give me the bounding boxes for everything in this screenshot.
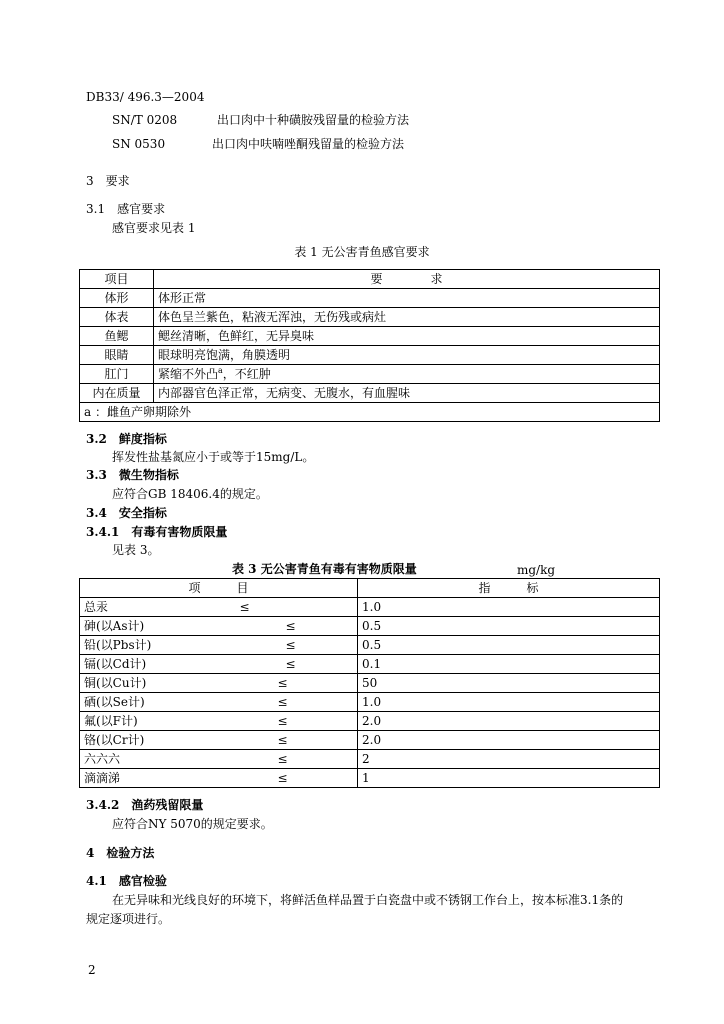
table-cell-item: 肛门 bbox=[80, 365, 154, 384]
table-cell-value: 1.0 bbox=[358, 598, 660, 617]
table-row bbox=[80, 598, 660, 617]
table-cell-item: 鱼鳃 bbox=[80, 327, 154, 346]
table-cell-operator: ≤ bbox=[236, 655, 358, 674]
table-cell-requirement: 体色呈兰紫色，粘液无浑浊，无伤残或病灶 bbox=[154, 308, 660, 327]
table-cell-item: 硒(以Se计) bbox=[80, 693, 236, 712]
table-row bbox=[80, 289, 660, 308]
table-row bbox=[80, 327, 660, 346]
section-3-4-heading: 3.4 安全指标 bbox=[86, 506, 167, 520]
table-row bbox=[80, 579, 660, 598]
table-cell-value: 50 bbox=[358, 674, 660, 693]
table-cell-value: 0.5 bbox=[358, 617, 660, 636]
ref-title-1: 出口肉中十种磺胺残留量的检验方法 bbox=[217, 113, 410, 127]
table-cell-item: 砷(以As计) bbox=[80, 617, 236, 636]
document-id: DB33/ 496.3—2004 bbox=[86, 90, 205, 104]
requirement-text: 紧缩不外凸 bbox=[158, 367, 219, 381]
table-cell-requirement: 鳃丝清晰，色鲜红，无异臭味 bbox=[154, 327, 660, 346]
table-header-cell: 指 标 bbox=[358, 579, 660, 598]
table-cell-item: 内在质量 bbox=[80, 384, 154, 403]
table-row bbox=[80, 270, 660, 289]
section-3-4-1-text: 见表 3。 bbox=[112, 543, 160, 557]
table-cell-operator: ≤ bbox=[236, 769, 358, 788]
table-cell-item: 铜(以Cu计) bbox=[80, 674, 236, 693]
table-cell-item: 体表 bbox=[80, 308, 154, 327]
section-3-4-1-heading: 3.4.1 有毒有害物质限量 bbox=[86, 525, 228, 539]
table-cell-operator: ≤ bbox=[236, 693, 358, 712]
table-row bbox=[80, 655, 660, 674]
section-3-3-heading: 3.3 微生物指标 bbox=[86, 468, 179, 482]
table-cell-operator: ≤ bbox=[236, 712, 358, 731]
table-row bbox=[80, 308, 660, 327]
table-cell-requirement: 体形正常 bbox=[154, 289, 660, 308]
table-cell-item: 滴滴涕 bbox=[80, 769, 236, 788]
table-1-caption: 表 1 无公害青鱼感官要求 bbox=[294, 245, 430, 259]
table-cell-operator: ≤ bbox=[236, 636, 358, 655]
requirement-text: ，不红肿 bbox=[222, 367, 271, 381]
table-row bbox=[80, 636, 660, 655]
table-row bbox=[80, 769, 660, 788]
table-row bbox=[80, 750, 660, 769]
section-3-2-text: 挥发性盐基氮应小于或等于15mg/L。 bbox=[112, 450, 315, 464]
table-cell-value: 0.1 bbox=[358, 655, 660, 674]
table-row bbox=[80, 365, 660, 384]
table-row bbox=[80, 731, 660, 750]
table-cell-item: 眼睛 bbox=[80, 346, 154, 365]
table-cell-item: 铬(以Cr计) bbox=[80, 731, 236, 750]
table-header-cell: 项目 bbox=[80, 270, 154, 289]
section-3-1-text: 感官要求见表 1 bbox=[112, 221, 196, 235]
table-cell-operator: ≤ bbox=[236, 674, 358, 693]
table-row bbox=[80, 674, 660, 693]
section-3-4-2-text: 应符合NY 5070的规定要求。 bbox=[112, 817, 273, 831]
table-cell-item: 总汞 bbox=[80, 598, 236, 617]
table-1-footnote: a ：雌鱼产卵期除外 bbox=[80, 403, 660, 422]
table-cell-requirement bbox=[154, 365, 660, 384]
page-number: 2 bbox=[88, 963, 96, 977]
table-cell-item: 体形 bbox=[80, 289, 154, 308]
table-cell-requirement: 内部器官色泽正常，无病变、无腹水，有血腥味 bbox=[154, 384, 660, 403]
table-row bbox=[80, 346, 660, 365]
table-cell-item: 镉(以Cd计) bbox=[80, 655, 236, 674]
table-cell-value: 0.5 bbox=[358, 636, 660, 655]
table-cell-value: 2.0 bbox=[358, 712, 660, 731]
section-4-1-text-line-2: 规定逐项进行。 bbox=[86, 912, 171, 926]
table-3-unit: mg/kg bbox=[517, 563, 556, 577]
section-3-heading: 3 要求 bbox=[86, 174, 130, 188]
section-4-heading: 4 检验方法 bbox=[86, 846, 155, 860]
ref-title-2: 出口肉中呋喃唑酮残留量的检验方法 bbox=[212, 137, 405, 151]
table-header-cell: 要 求 bbox=[154, 270, 660, 289]
table-cell-operator: ≤ bbox=[236, 617, 358, 636]
section-3-3-text: 应符合GB 18406.4的规定。 bbox=[112, 487, 268, 501]
table-cell-value: 2.0 bbox=[358, 731, 660, 750]
table-cell-operator: ≤ bbox=[236, 731, 358, 750]
section-3-1-heading: 3.1 感官要求 bbox=[86, 202, 166, 216]
table-row bbox=[80, 712, 660, 731]
table-row bbox=[80, 384, 660, 403]
section-3-2-heading: 3.2 鲜度指标 bbox=[86, 432, 167, 446]
table-cell-item: 铅(以Pbs计) bbox=[80, 636, 236, 655]
table-3 bbox=[79, 578, 660, 788]
table-cell-value: 1 bbox=[358, 769, 660, 788]
ref-code-2: SN 0530 bbox=[112, 137, 166, 151]
table-cell-operator: ≤ bbox=[236, 750, 358, 769]
table-row bbox=[80, 403, 660, 422]
section-4-1-text-line-1: 在无异味和光线良好的环境下，将鲜活鱼样品置于白瓷盘中或不锈钢工作台上，按本标准3.1条的 bbox=[112, 893, 624, 907]
table-header-cell: 项 目 bbox=[80, 579, 358, 598]
table-3-caption: 表 3 无公害青鱼有毒有害物质限量 bbox=[232, 562, 417, 576]
table-row bbox=[80, 617, 660, 636]
table-cell-item: 氟(以F计) bbox=[80, 712, 236, 731]
ref-code-1: SN/T 0208 bbox=[112, 113, 178, 127]
section-4-1-heading: 4.1 感官检验 bbox=[86, 874, 167, 888]
table-cell-item: 六六六 bbox=[80, 750, 236, 769]
table-1 bbox=[79, 269, 660, 422]
table-cell-requirement: 眼球明亮饱满，角膜透明 bbox=[154, 346, 660, 365]
table-cell-value: 1.0 bbox=[358, 693, 660, 712]
footnote-mark: a bbox=[218, 366, 223, 375]
table-cell-operator: ≤ bbox=[236, 598, 358, 617]
table-cell-value: 2 bbox=[358, 750, 660, 769]
section-3-4-2-heading: 3.4.2 渔药残留限量 bbox=[86, 798, 204, 812]
table-row bbox=[80, 693, 660, 712]
